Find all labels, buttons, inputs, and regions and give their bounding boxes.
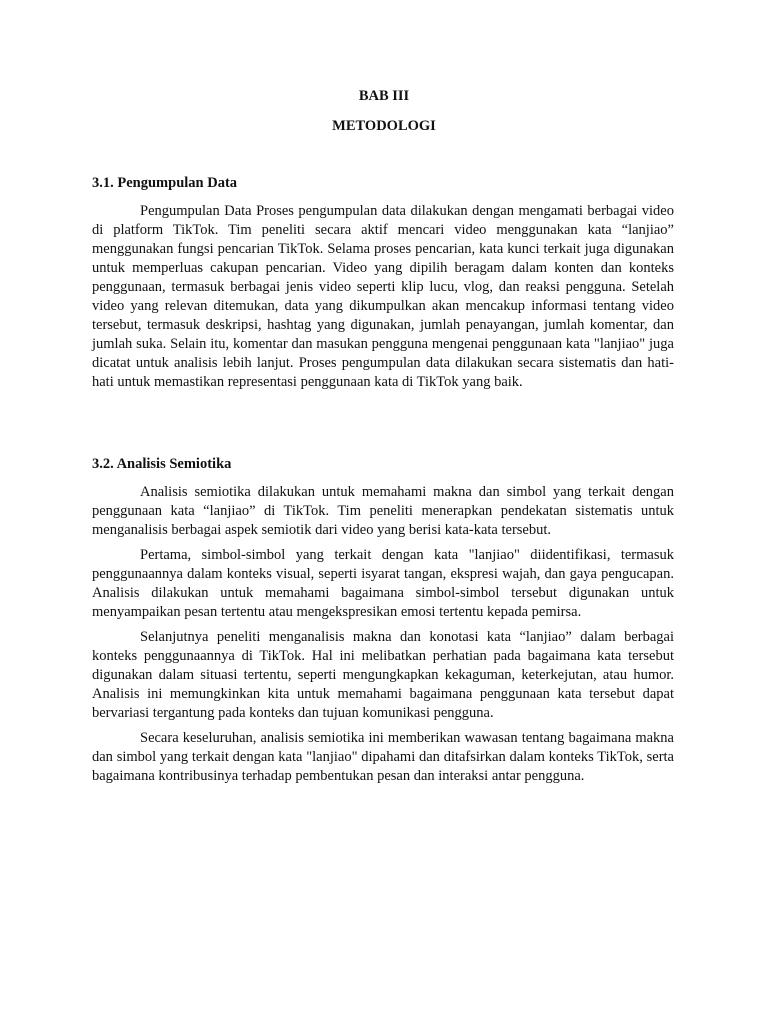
paragraph: Analisis semiotika dilakukan untuk memahami makna dan simbol yang terkait dengan penggunaan kata “lanjiao” di TikTok. Tim peneliti menerapkan pendekatan sistematis untuk menganalisis berbagai aspek semiotik dari video yang berisi kata-kata tersebut. xyxy=(92,484,674,538)
chapter-label: BAB III xyxy=(358,88,410,104)
section-heading: 3.1. Pengumpulan Data xyxy=(92,175,238,191)
paragraph: Pengumpulan Data Proses pengumpulan data dilakukan dengan mengamati berbagai video di platform TikTok. Tim peneliti secara aktif mencari video menggunakan kata “lanjiao” menggunakan fungsi pencarian TikTok. Selama proses pencarian, kata kunci terkait juga digunakan untuk memperluas cakupan pencarian. Video yang dipilih beragam dalam konten dan konteks penggunaan, termasuk berbagai jenis video seperti klip lucu, vlog, dan reaksi pengguna. Setelah video yang relevan ditemukan, data yang dikumpulkan akan mencakup informasi tentang video tersebut, termasuk deskripsi, hashtag yang digunakan, jumlah penayangan, jumlah komentar, dan jumlah suka. Selain itu, komentar dan masukan pengguna mengenai penggunaan kata "lanjiao" juga dicatat untuk analisis lebih lanjut. Proses pengumpulan data dilakukan secara sistematis dan hati-hati untuk memastikan representasi penggunaan kata di TikTok yang baik. xyxy=(92,203,674,390)
paragraph: Selanjutnya peneliti menganalisis makna dan konotasi kata “lanjiao” dalam berbagai konteks penggunaannya di TikTok. Hal ini melibatkan perhatian pada bagaimana kata tersebut digunakan dalam situasi tertentu, seperti mengungkapkan kekaguman, keterkejutan, atau humor. Analisis ini memungkinkan kita untuk memahami bagaimana penggunaan kata tersebut dapat bervariasi tergantung pada konteks dan tujuan komunikasi pengguna. xyxy=(92,629,674,721)
paragraph: Pertama, simbol-simbol yang terkait dengan kata "lanjiao" diidentifikasi, termasuk penggunaannya dalam konteks visual, seperti isyarat tangan, ekspresi wajah, dan gaya pengucapan. Analisis dilakukan untuk memahami bagaimana simbol-simbol tersebut digunakan untuk menyampaikan pesan tertentu atau mengekspresikan emosi tertentu kepada pemirsa. xyxy=(92,547,674,620)
chapter-title: METODOLOGI xyxy=(332,118,436,134)
section-analisis-semiotika xyxy=(92,455,674,786)
paragraph: Secara keseluruhan, analisis semiotika ini memberikan wawasan tentang bagaimana makna dan simbol yang terkait dengan kata "lanjiao" dipahami dan ditafsirkan dalam konteks TikTok, serta bagaimana kontribusinya terhadap pembentukan pesan dan interaksi antar pengguna. xyxy=(92,730,674,784)
section-heading: 3.2. Analisis Semiotika xyxy=(92,456,232,472)
section-pengumpulan-data xyxy=(92,174,674,392)
